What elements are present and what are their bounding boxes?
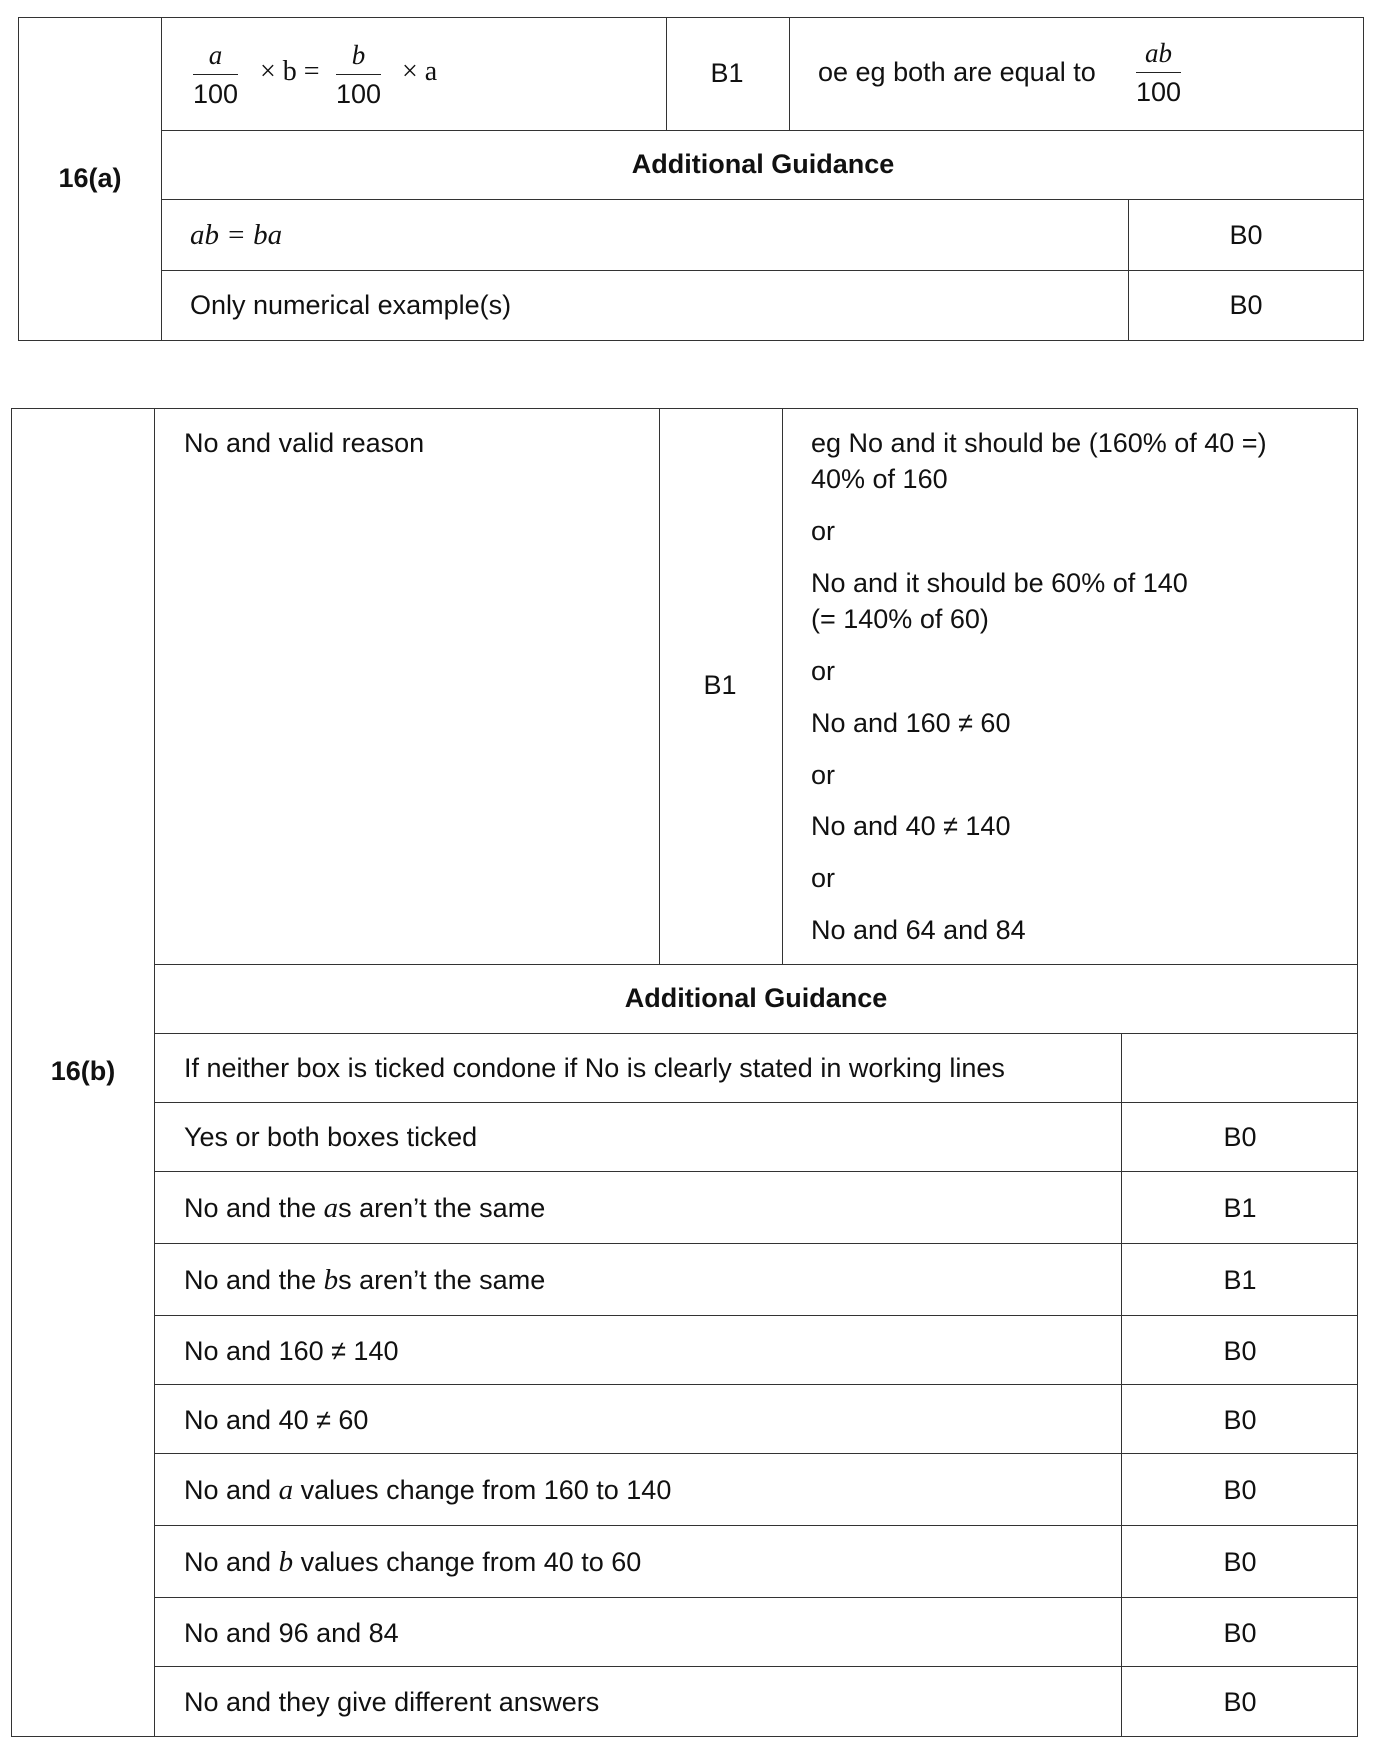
comment-line: (= 140% of 60) (811, 604, 989, 634)
guidance-text: If neither box is ticked condone if No is clearly stated in working lines (184, 1053, 1005, 1083)
divider (154, 1453, 1358, 1454)
guidance-heading: Additional Guidance (624, 983, 888, 1013)
divider (154, 964, 1358, 965)
comment-line: 40% of 160 (811, 464, 948, 494)
guidance-text: ab = ba (190, 219, 283, 251)
divider (1121, 1033, 1122, 1737)
question-number: 16(a) (58, 163, 122, 193)
fraction-denominator: 100 (1136, 77, 1182, 107)
answer-operator: × a (402, 56, 438, 87)
guidance-text: No and 40 ≠ 60 (184, 1405, 369, 1435)
divider (782, 408, 783, 964)
divider (161, 199, 1364, 200)
comment-line: No and 64 and 84 (811, 915, 1026, 945)
question-number: 16(b) (50, 1056, 116, 1086)
comment-fraction (1136, 38, 1181, 107)
guidance-heading: Additional Guidance (631, 149, 895, 179)
divider (154, 1033, 1358, 1034)
divider (154, 1171, 1358, 1172)
divider (789, 17, 790, 130)
divider (154, 1384, 1358, 1385)
fraction-numerator: a (193, 40, 238, 75)
guidance-mark: B0 (1223, 1687, 1257, 1717)
guidance-text: No and b values change from 40 to 60 (184, 1546, 642, 1578)
guidance-mark: B1 (1223, 1265, 1257, 1295)
guidance-text: Only numerical example(s) (190, 290, 512, 320)
guidance-text: No and 96 and 84 (184, 1618, 399, 1648)
divider (154, 1243, 1358, 1244)
divider (154, 1102, 1358, 1103)
mark: B1 (703, 670, 737, 700)
comment-line: No and 160 ≠ 60 (811, 708, 1011, 738)
guidance-text: No and 160 ≠ 140 (184, 1336, 399, 1366)
fraction-denominator: 100 (193, 79, 239, 109)
fraction-denominator: 100 (336, 79, 382, 109)
divider (154, 1525, 1358, 1526)
guidance-mark: B0 (1223, 1405, 1257, 1435)
guidance-text: Yes or both boxes ticked (184, 1122, 478, 1152)
comment-line: eg No and it should be (160% of 40 =) (811, 428, 1267, 458)
guidance-mark: B0 (1223, 1547, 1257, 1577)
guidance-mark: B0 (1229, 290, 1263, 320)
divider (154, 1597, 1358, 1598)
comment-line: or (811, 863, 836, 893)
guidance-text: No and the as aren’t the same (184, 1192, 546, 1224)
fraction-numerator: b (336, 40, 381, 75)
guidance-text: No and they give different answers (184, 1687, 600, 1717)
divider (666, 17, 667, 130)
guidance-mark: B0 (1223, 1618, 1257, 1648)
divider (161, 17, 162, 341)
answer-operator: × b = (260, 56, 320, 87)
guidance-mark: B0 (1223, 1475, 1257, 1505)
comment-line: or (811, 760, 836, 790)
comment-text: oe eg both are equal to (818, 57, 1096, 87)
mark: B1 (710, 58, 744, 88)
answer-text: No and valid reason (184, 428, 425, 458)
divider (154, 1666, 1358, 1667)
comment-line: No and it should be 60% of 140 (811, 568, 1188, 598)
divider (161, 270, 1364, 271)
guidance-mark: B1 (1223, 1193, 1257, 1223)
divider (154, 408, 155, 1737)
divider (161, 130, 1364, 131)
guidance-text: No and the bs aren’t the same (184, 1264, 546, 1296)
comment-line: or (811, 516, 836, 546)
comment-line: No and 40 ≠ 140 (811, 811, 1011, 841)
divider (154, 1315, 1358, 1316)
answer-fraction-b (336, 40, 381, 109)
guidance-mark: B0 (1223, 1336, 1257, 1366)
comment-line: or (811, 656, 836, 686)
answer-fraction-a (193, 40, 238, 109)
guidance-text: No and a values change from 160 to 140 (184, 1474, 672, 1506)
guidance-mark: B0 (1223, 1122, 1257, 1152)
divider (659, 408, 660, 964)
divider (1128, 199, 1129, 341)
fraction-numerator: ab (1136, 38, 1181, 73)
guidance-mark: B0 (1229, 220, 1263, 250)
